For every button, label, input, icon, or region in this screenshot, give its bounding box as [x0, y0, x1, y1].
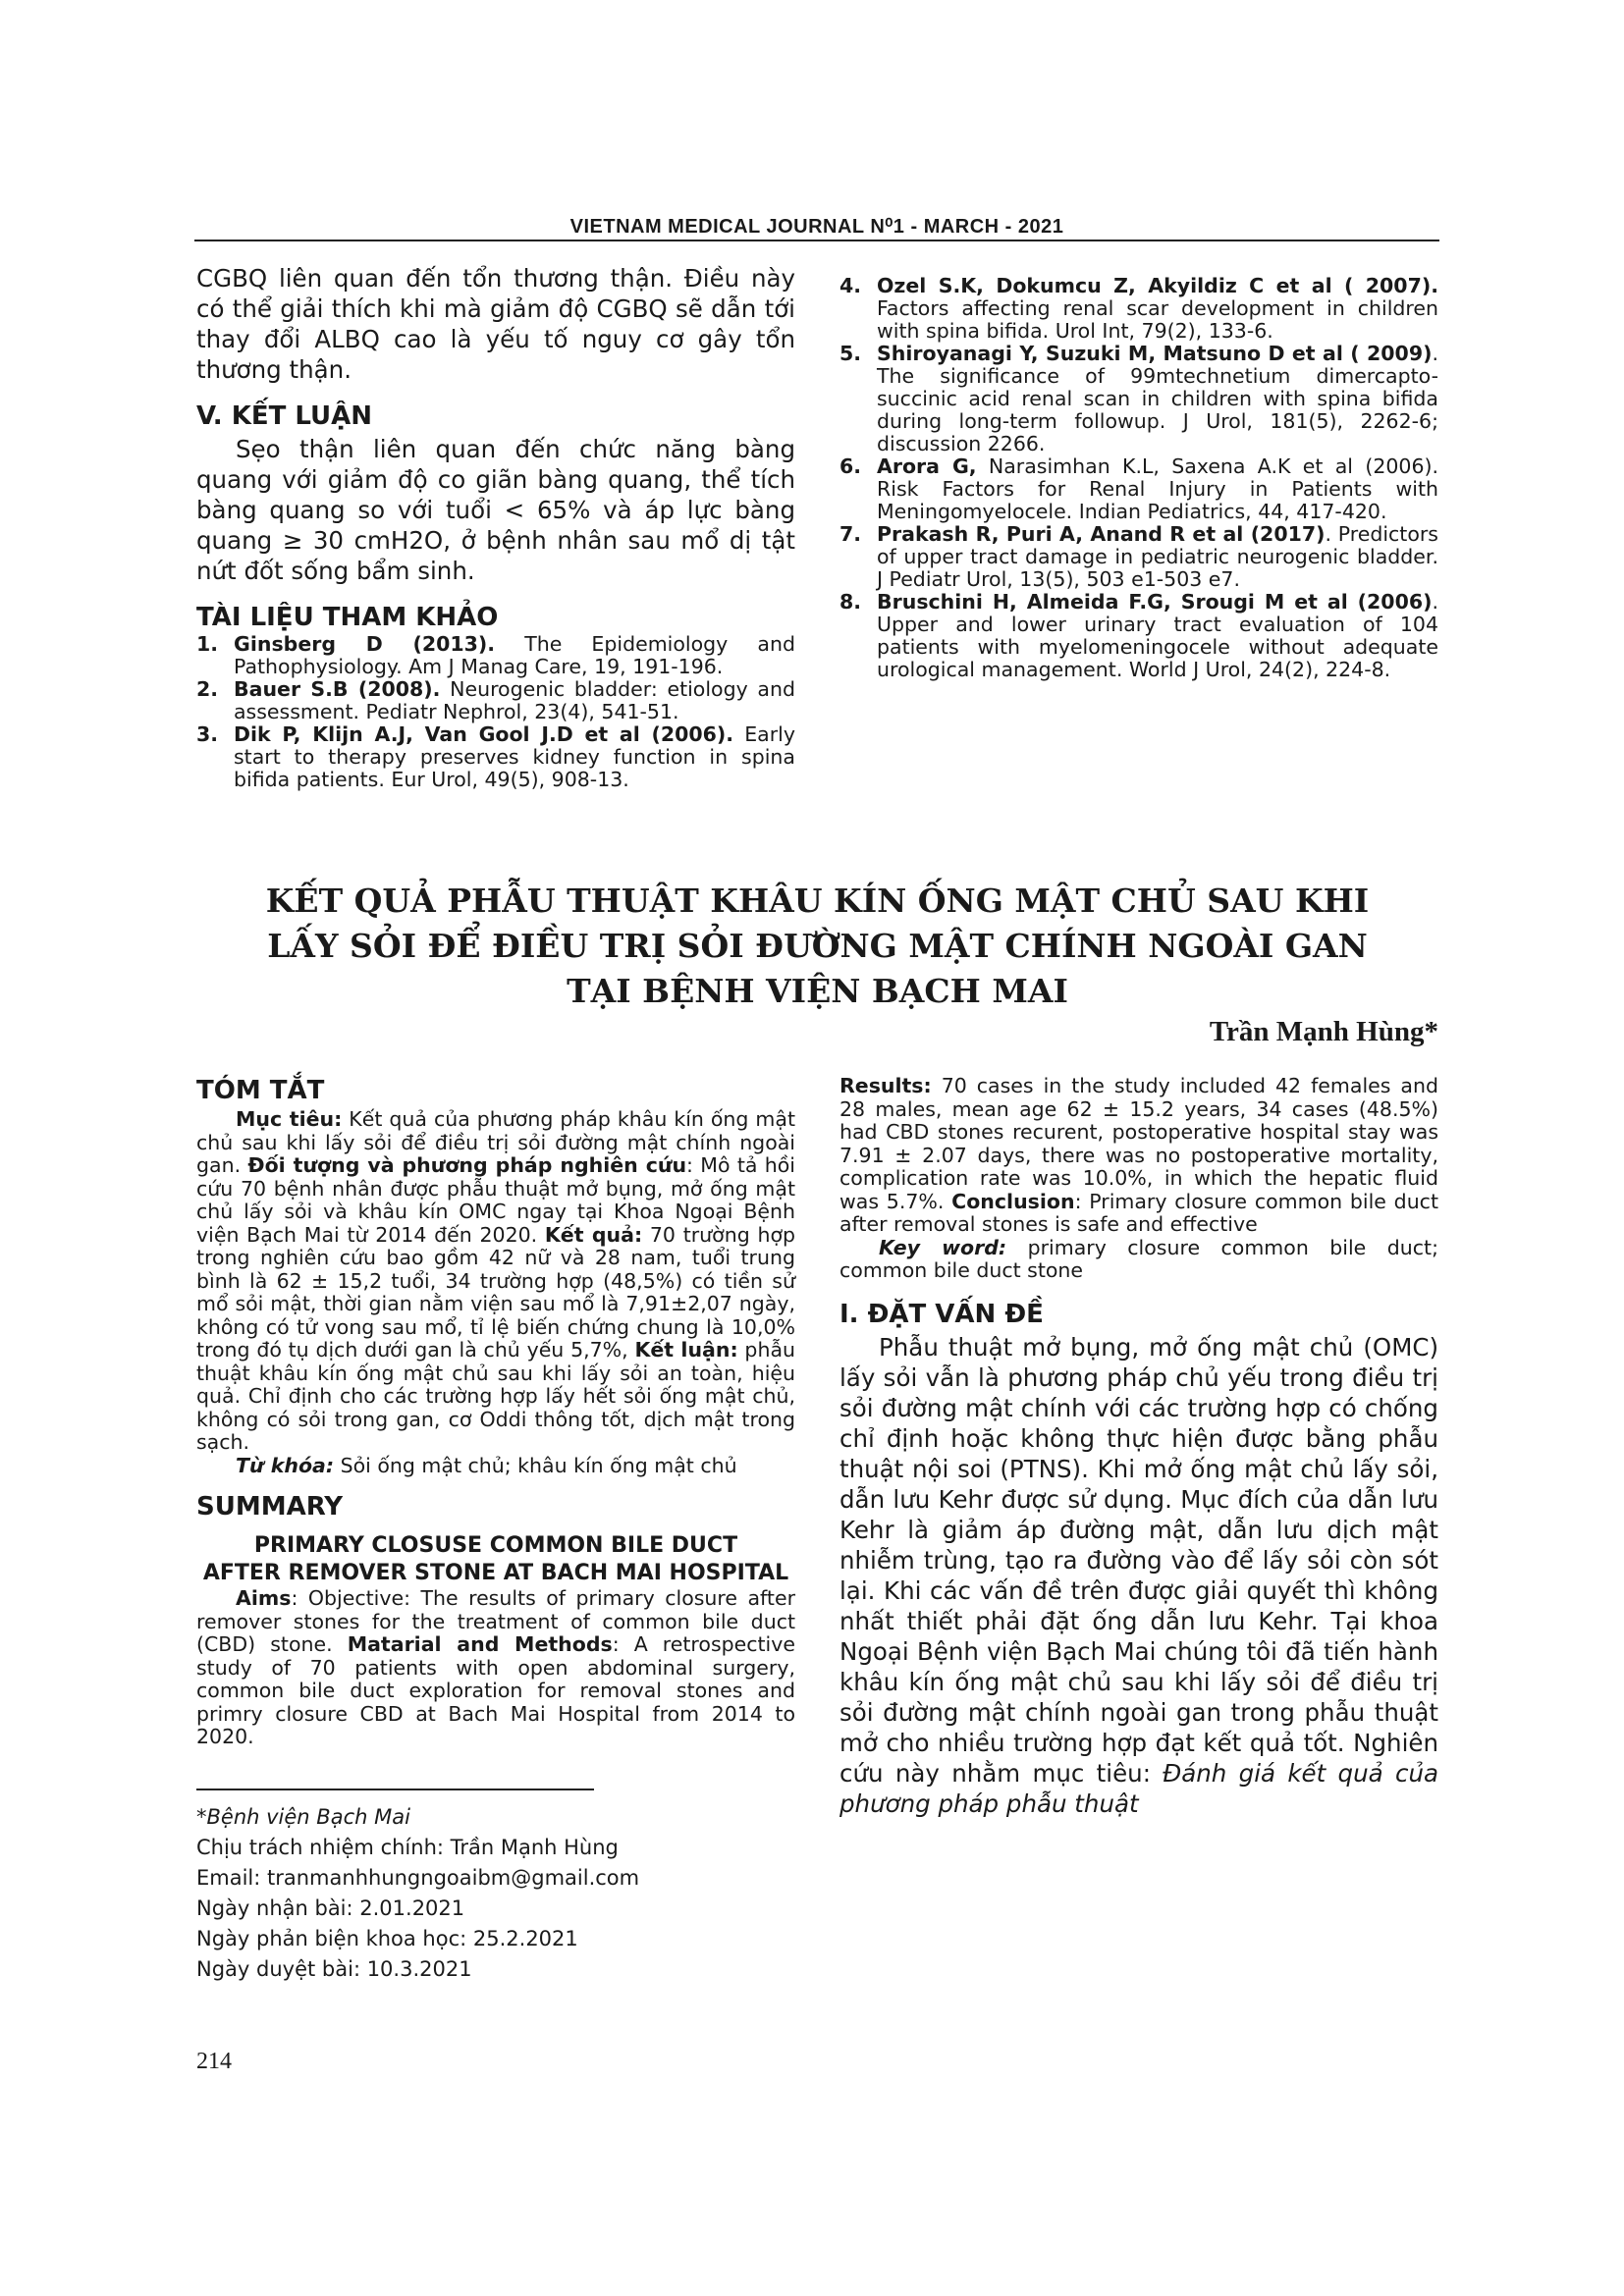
page-number: 214	[196, 2049, 232, 2074]
footnote-received: Ngày nhận bài: 2.01.2021	[196, 1896, 465, 1920]
summary-subtitle-line: PRIMARY CLOSUSE COMMON BILE DUCT	[253, 1533, 738, 1558]
reference-item: 1. Ginsberg D (2013). The Epidemiology and Pathophysiology. Am J Manag Care, 19, 191-196.	[196, 632, 795, 678]
reference-item: 7. Prakash R, Puri A, Anand R et al (2017). Predictors of upper tract damage in pediatric neurogenic bladder. J Pediatr Urol, 13(5), 503 e1-503 e7.	[839, 522, 1438, 591]
references-heading: TÀI LIỆU THAM KHẢO	[196, 603, 499, 632]
summary-subtitle	[196, 1532, 795, 1587]
footnote-rule	[196, 1789, 594, 1790]
footnote-accepted: Ngày duyệt bài: 10.3.2021	[196, 1957, 472, 1981]
prev-article-right-column	[839, 275, 1438, 681]
article-author: Trần Mạnh Hùng*	[1209, 1016, 1438, 1047]
footnote-responsible: Chịu trách nhiệm chính: Trần Mạnh Hùng	[196, 1836, 619, 1859]
summary-subtitle-line: AFTER REMOVER STONE AT BACH MAI HOSPITAL	[202, 1561, 789, 1585]
references-list-right	[839, 275, 1438, 681]
summary-heading: SUMMARY	[196, 1492, 344, 1522]
summary-keywords: Key word: primary closure common bile duct; common bile duct stone	[839, 1235, 1438, 1282]
reference-item: 3. Dik P, Klijn A.J, Van Gool J.D et al (2006). Early start to therapy preserves kidney function in spina bifida patients. Eur Urol, 49(5), 908-13.	[196, 722, 795, 791]
footnotes	[196, 1802, 795, 1985]
reference-item: 5. Shiroyanagi Y, Suzuki M, Matsuno D et al ( 2009). The significance of 99mtechnetium dimercapto-succinic acid renal scan in children with spina bifida during long-term followup. J Urol, 181(5), 2262-6; discussion 2266.	[839, 342, 1438, 455]
article-title-line: LẤY SỎI ĐỂ ĐIỀU TRỊ SỎI ĐƯỜNG MẬT CHÍNH NGOÀI GAN	[267, 927, 1368, 965]
reference-item: 8. Bruschini H, Almeida F.G, Srougi M et al (2006). Upper and lower urinary tract evaluation of 104 patients with myelomeningocele without adequate urological management. World J Urol, 24(2), 224-8.	[839, 590, 1438, 681]
prev-article-left-column	[196, 263, 795, 791]
abstract-vi-heading: TÓM TẮT	[196, 1076, 325, 1105]
footnote-reviewed: Ngày phản biện khoa học: 25.2.2021	[196, 1927, 578, 1950]
article-title-line: TẠI BỆNH VIỆN BẠCH MAI	[567, 972, 1068, 1010]
intro-heading: I. ĐẶT VẤN ĐỀ	[839, 1299, 1044, 1329]
summary-intro-column	[839, 1075, 1438, 1819]
header-rule	[194, 240, 1439, 241]
footnote-email: Email: tranmanhhungngoaibm@gmail.com	[196, 1866, 640, 1890]
intro-text: Phẫu thuật mở bụng, mở ống mật chủ (OMC) lấy sỏi vẫn là phương pháp chủ yếu trong điều trị sỏi đường mật chính với các trường hợp có chống chỉ định hoặc không thực hiện được bằng phẫu thuật nội soi (PTNS). Khi mở ống mật chủ lấy sỏi, dẫn lưu Kehr được sử dụng. Mục đích của dẫn lưu Kehr là giảm áp đường mật, dẫn lưu dịch mật nhiễm trùng, tạo ra đường vào để lấy sỏi còn sót lại. Khi các vấn đề trên được giải quyết thì không nhất thiết phải đặt ống dẫn lưu Kehr. Tại khoa Ngoại Bệnh viện Bạch Mai chúng tôi đã tiến hành khâu kín ống mật chủ sau khi lấy sỏi để điều trị sỏi đường mật chính ngoài gan trong phẫu thuật mở cho nhiều trường hợp đạt kết quả tốt. Nghiên cứu này nhằm mục tiêu: Đánh giá kết quả của phương pháp phẫu thuật	[839, 1332, 1438, 1818]
reference-item: 6. Arora G, Narasimhan K.L, Saxena A.K et al (2006). Risk Factors for Renal Injury in Patients with Meningomyelocele. Indian Pediatrics, 44, 417-420.	[839, 454, 1439, 523]
footnote-affiliation: *Bệnh viện Bạch Mai	[196, 1805, 410, 1829]
abstract-vi-keywords: Từ khóa: Sỏi ống mật chủ; khâu kín ống mật chủ	[236, 1453, 737, 1477]
conclusion-text: Sẹo thận liên quan đến chức năng bàng quang với giảm độ co giãn bàng quang, thể tích bàng quang so với tuổi < 65% và áp lực bàng quang ≥ 30 cmH2O, ở bệnh nhân sau mổ dị tật nứt đốt sống bẩm sinh.	[196, 435, 795, 585]
journal-header: VIETNAM MEDICAL JOURNAL N⁰1 - MARCH - 2021	[569, 216, 1064, 238]
article-title	[196, 879, 1438, 1014]
abstract-column	[196, 1075, 795, 1749]
prev-article-continuation: CGBQ liên quan đến tổn thương thận. Điều này có thể giải thích khi mà giảm độ CGBQ sẽ dẫn tới thay đổi ALBQ cao là yếu tố nguy cơ gây tổn thương thận.	[196, 264, 795, 384]
reference-item: 4. Ozel S.K, Dokumcu Z, Akyildiz C et al ( 2007). Factors affecting renal scar development in children with spina bifida. Urol Int, 79(2), 133-6.	[839, 274, 1438, 343]
summary-text-start: Aims: Objective: The results of primary closure after remover stones for the treatment of common bile duct (CBD) stone. Matarial and Methods: A retrospective study of 70 patients with open abdominal surgery, common bile duct exploration for removal stones and primry closure CBD at Bach Mai Hospital from 2014 to 2020.	[196, 1586, 795, 1748]
article-title-line: KẾT QUẢ PHẪU THUẬT KHÂU KÍN ỐNG MẬT CHỦ SAU KHI	[265, 881, 1370, 920]
conclusion-heading: V. KẾT LUẬN	[196, 401, 373, 431]
abstract-vi-text: Mục tiêu: Kết quả của phương pháp khâu kín ống mật chủ sau khi lấy sỏi để điều trị sỏi đường mật chính ngoài gan. Đối tượng và phương pháp nghiên cứu: Mô tả hồi cứu 70 bệnh nhân được phẫu thuật mở bụng, mở ống mật chủ lấy sỏi và khâu kín OMC ngay tại Khoa Ngoại Bệnh viện Bạch Mai từ 2014 đến 2020. Kết quả: 70 trường hợp trong nghiên cứu bao gồm 42 nữ và 28 nam, tuổi trung bình là 62 ± 15,2 tuổi, 34 trường hợp (48,5%) có tiền sử mổ sỏi mật, thời gian nằm viện sau mổ là 7,91±2,07 ngày, không có tử vong sau mổ, tỉ lệ biến chứng chung là 10,0% trong đó tụ dịch dưới gan là chủ yếu 5,7%, Kết luận: phẫu thuật khâu kín ống mật chủ sau khi lấy sỏi an toàn, hiệu quả. Chỉ định cho các trường hợp lấy hết sỏi ống mật chủ, không có sỏi trong gan, cơ Oddi thông tốt, dịch mật trong sạch.	[196, 1107, 795, 1454]
summary-text-continued: Results: 70 cases in the study included 42 females and 28 males, mean age 62 ± 15.2 years, 34 cases (48.5%) had CBD stones recurent, postoperative hospital stay was 7.91 ± 2.07 days, there was no postoperative mortality, complication rate was 10.0%, in which the hepatic fluid was 5.7%. Conclusion: Primary closure common bile duct after removal stones is safe and effective	[839, 1074, 1438, 1236]
references-list-left	[196, 633, 795, 791]
reference-item: 2. Bauer S.B (2008). Neurogenic bladder: etiology and assessment. Pediatr Nephrol, 23(4), 541-51.	[196, 677, 795, 723]
